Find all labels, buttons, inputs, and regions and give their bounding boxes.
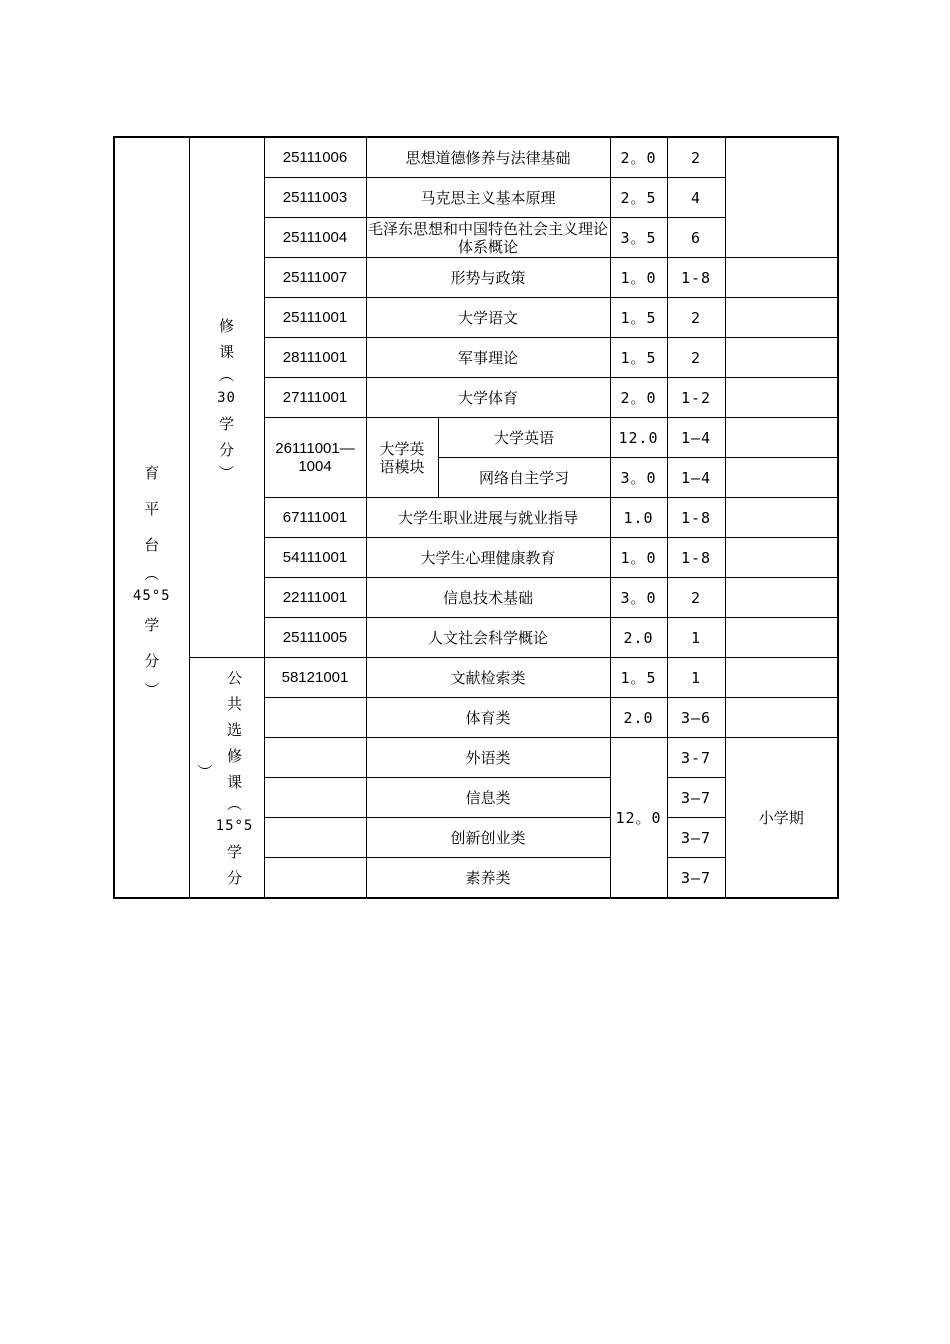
course-code bbox=[264, 738, 366, 778]
course-name: 人文社会科学概论 bbox=[366, 618, 610, 658]
english-module-label: 大学英语模块 bbox=[366, 418, 438, 498]
course-code bbox=[264, 698, 366, 738]
table-row bbox=[114, 137, 838, 178]
course-term: 2 bbox=[667, 298, 725, 338]
course-credit: 2。0 bbox=[610, 137, 667, 178]
course-term: 2 bbox=[667, 338, 725, 378]
english-module-code: 26111001—1004 bbox=[264, 418, 366, 498]
note-cell bbox=[725, 538, 838, 578]
course-term: 3—7 bbox=[667, 818, 725, 858]
course-name: 大学英语 bbox=[438, 418, 610, 458]
course-term: 1—4 bbox=[667, 418, 725, 458]
course-credit: 1。5 bbox=[610, 338, 667, 378]
note-cell bbox=[725, 338, 838, 378]
course-term: 3—6 bbox=[667, 698, 725, 738]
course-credit: 3。5 bbox=[610, 218, 667, 258]
course-credit: 2。0 bbox=[610, 378, 667, 418]
course-credit: 3。0 bbox=[610, 458, 667, 498]
note-cell bbox=[725, 618, 838, 658]
course-code: 54111001 bbox=[264, 538, 366, 578]
required-cell bbox=[189, 137, 264, 658]
course-term: 6 bbox=[667, 218, 725, 258]
course-credit: 1。0 bbox=[610, 258, 667, 298]
course-term: 1-2 bbox=[667, 378, 725, 418]
course-term: 3-7 bbox=[667, 738, 725, 778]
course-name: 思想道德修养与法律基础 bbox=[366, 137, 610, 178]
course-term: 1-8 bbox=[667, 498, 725, 538]
note-cell bbox=[725, 498, 838, 538]
course-code: 28111001 bbox=[264, 338, 366, 378]
course-name: 创新创业类 bbox=[366, 818, 610, 858]
note-cell bbox=[725, 258, 838, 298]
course-credit: 1。5 bbox=[610, 658, 667, 698]
course-credit: 2。5 bbox=[610, 178, 667, 218]
elective-group-note: 小学期 bbox=[725, 738, 838, 899]
course-term: 2 bbox=[667, 137, 725, 178]
course-name: 网络自主学习 bbox=[438, 458, 610, 498]
course-code bbox=[264, 858, 366, 899]
note-cell bbox=[725, 418, 838, 458]
course-term: 1 bbox=[667, 658, 725, 698]
public-elective-cell bbox=[189, 658, 264, 899]
note-cell bbox=[725, 378, 838, 418]
course-term: 1-8 bbox=[667, 258, 725, 298]
course-code: 27111001 bbox=[264, 378, 366, 418]
course-term: 3—7 bbox=[667, 858, 725, 899]
course-code: 25111003 bbox=[264, 178, 366, 218]
note-cell bbox=[725, 137, 838, 258]
course-name: 体育类 bbox=[366, 698, 610, 738]
course-code: 25111001 bbox=[264, 298, 366, 338]
course-code: 67111001 bbox=[264, 498, 366, 538]
note-cell bbox=[725, 578, 838, 618]
note-cell bbox=[725, 698, 838, 738]
course-code bbox=[264, 818, 366, 858]
course-credit: 2.0 bbox=[610, 698, 667, 738]
course-term: 3—7 bbox=[667, 778, 725, 818]
course-name: 大学生心理健康教育 bbox=[366, 538, 610, 578]
course-code: 22111001 bbox=[264, 578, 366, 618]
course-name: 大学语文 bbox=[366, 298, 610, 338]
platform-cell bbox=[114, 137, 189, 898]
course-code: 25111005 bbox=[264, 618, 366, 658]
public-elective-label: ︶ 公 共 选 修 课 ︵ 15°5 学 分 bbox=[197, 668, 254, 887]
course-name: 素养类 bbox=[366, 858, 610, 899]
note-cell bbox=[725, 458, 838, 498]
note-cell bbox=[725, 658, 838, 698]
course-code: 58121001 bbox=[264, 658, 366, 698]
course-code: 25111004 bbox=[264, 218, 366, 258]
course-name: 马克思主义基本原理 bbox=[366, 178, 610, 218]
course-code: 25111007 bbox=[264, 258, 366, 298]
course-credit: 2.0 bbox=[610, 618, 667, 658]
course-name: 形势与政策 bbox=[366, 258, 610, 298]
required-label: 修 课 ︵ 30 学 分 ︶ bbox=[217, 316, 236, 482]
course-term: 1—4 bbox=[667, 458, 725, 498]
course-term: 1-8 bbox=[667, 538, 725, 578]
course-code: 25111006 bbox=[264, 137, 366, 178]
course-credit: 1.0 bbox=[610, 498, 667, 538]
course-credit: 1。5 bbox=[610, 298, 667, 338]
course-name: 大学生职业进展与就业指导 bbox=[366, 498, 610, 538]
course-name: 军事理论 bbox=[366, 338, 610, 378]
course-name: 大学体育 bbox=[366, 378, 610, 418]
course-name: 外语类 bbox=[366, 738, 610, 778]
course-term: 1 bbox=[667, 618, 725, 658]
course-table bbox=[113, 136, 839, 899]
course-code bbox=[264, 778, 366, 818]
course-term: 4 bbox=[667, 178, 725, 218]
platform-label: 育 平 台 ︵ 45°5 学 分 ︶ bbox=[132, 463, 171, 699]
course-name: 信息类 bbox=[366, 778, 610, 818]
course-credit: 3。0 bbox=[610, 578, 667, 618]
course-name: 毛泽东思想和中国特色社会主义理论体系概论 bbox=[368, 219, 609, 256]
course-credit: 12.0 bbox=[610, 418, 667, 458]
elective-group-credit: 12。0 bbox=[610, 738, 667, 899]
course-credit: 1。0 bbox=[610, 538, 667, 578]
note-cell bbox=[725, 298, 838, 338]
course-name: 信息技术基础 bbox=[366, 578, 610, 618]
table-row bbox=[114, 658, 838, 698]
course-name: 文献检索类 bbox=[366, 658, 610, 698]
course-term: 2 bbox=[667, 578, 725, 618]
